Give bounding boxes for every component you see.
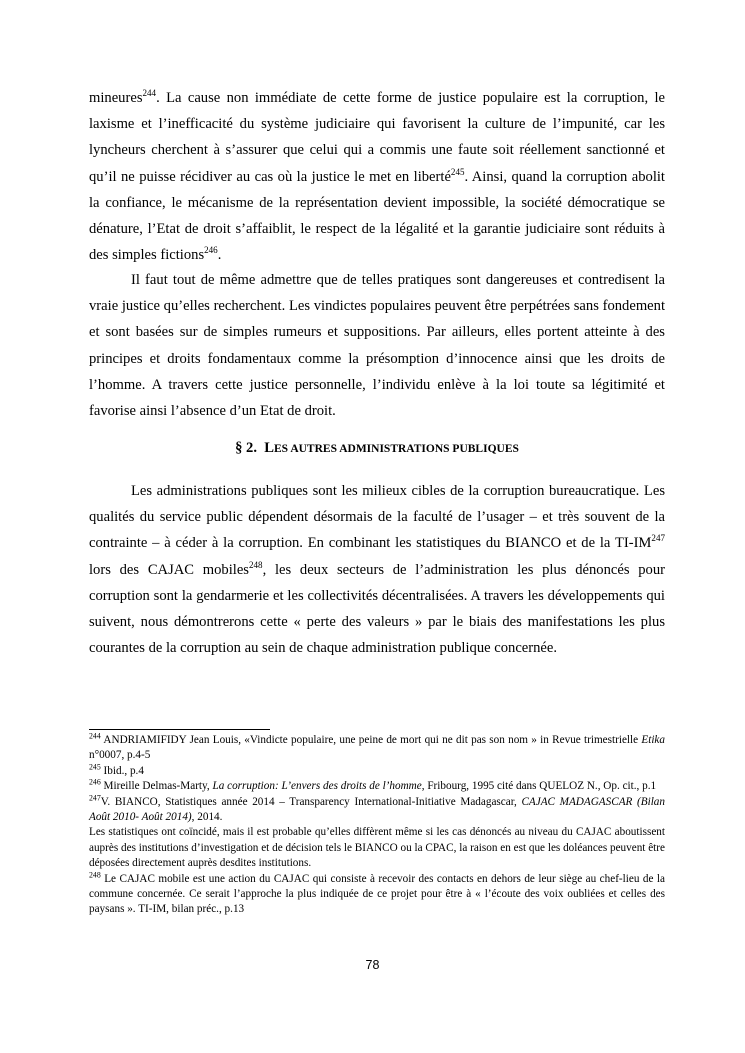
footnote-ref-246[interactable]: 246 — [204, 245, 218, 256]
footnote-ref-245[interactable]: 245 — [450, 166, 465, 177]
footnote-ref-247[interactable]: 247 — [651, 533, 665, 544]
footnote-247-note: Les statistiques ont coïncidé, mais il est probable qu’elles diffèrent même si les cas dénoncés au niveau du CAJAC aboutissent auprès des institutions d’investigation et de décision tels le BIANCO ou la CPAC, la raison en est que les doléances peuvent être déposées directement auprès desdites institutions. — [89, 826, 665, 870]
footnote-246: $^{246}$ Mireille Delmas-Marty, La corruption: L’envers des droits de l’homme, Fribourg, 1995 cité dans QUELOZ N., Op. cit., p.1 — [89, 777, 657, 793]
footnote-244: $^{244}$ ANDRIAMIFIDY Jean Louis, «Vindicte populaire, une peine de mort qui ne dit pas son nom » in Revue trimestrielle Etika n°0007, p.4-5 — [89, 731, 665, 762]
footnote-248: $^{248}$ Le CAJAC mobile est une action du CAJAC qui consiste à recevoir des contacts en dehors de leur siège au chef-lieu de la commune concernée. Ce serait l’approche la plus indiquée de ce projet pour être à « l’écoute des voix oubliées et celles des paysans ». TI-IM, bilan préc., p.13 — [89, 869, 665, 916]
paragraph-dangers: Il faut tout de même admettre que de telles pratiques sont dangereuses et contredisent la vraie justice qu’elles recherchent. Les vindictes populaires peuvent être perpétrées sans fondement et sont basées sur de simples rumeurs et suppositions. Par ailleurs, elles portent atteinte à des principes et droits fondamentaux comme la présomption d’innocence ainsi que les droits de l’homme. A travers cette justice personnelle, l’individu enlève à la loi toute sa légitimité et favorise ainsi l’absence d’un Etat de droit. — [89, 272, 665, 420]
footnote-ref-248[interactable]: 248 — [248, 559, 263, 570]
footnote-ref-244[interactable]: 244 — [142, 88, 157, 99]
footnote-245: $^{245}$ Ibid., p.4 — [89, 762, 144, 777]
footnote-247: $^{247}$V. BIANCO, Statistiques année 2014 – Transparency International-Initiative Madagascar, CAJAC MADAGASCAR (Bilan Août 2010- Août 2014), 2014. — [89, 792, 665, 824]
page-number: 78 — [365, 958, 380, 972]
footnotes — [89, 733, 665, 918]
paragraph-administrations: Les administrations publiques sont les milieux cibles de la corruption bureaucratique. Les qualités du service public dépendent désormais de la faculté de l’usager – et très souvent de la contrainte – à céder à la corruption. En combinant les statistiques du BIANCO et de la TI-IM$^{247}$ lors des CAJAC mobiles$^{248}$, les deux secteurs de l’administration les plus dénoncés pour corruption sont la gendarmerie et les collectivités décentralisées. A travers les développements qui suivent, nous démontrerons cette « perte des valeurs » par le biais des manifestations les plus courantes de la corruption au sein de chaque administration publique concernée. — [89, 483, 665, 657]
paragraph-vindicte-causes: mineures$^{244}$. La cause non immédiate de cette forme de justice populaire est la corruption, le laxisme et l’inefficacité du système judiciaire qui favorisent la culture de l’impunité, car les lyncheurs cherchent à s’assurer que celui qui a commis une faute soit réellement sanctionné et qu’il ne puisse récidiver au cas où la justice le met en liberté$^{245}$. Ainsi, quand la corruption abolit la confiance, le mécanisme de la représentation devient impossible, la société démocratique se dénature, l’Etat de droit s’affaiblit, le respect de la légalité et la garantie judiciaire sont réduits à des simples fictions$^{246}$. — [89, 88, 665, 264]
section-heading: § 2. LES AUTRES ADMINISTRATIONS PUBLIQUES — [235, 440, 519, 456]
footnote-separator — [89, 729, 270, 730]
